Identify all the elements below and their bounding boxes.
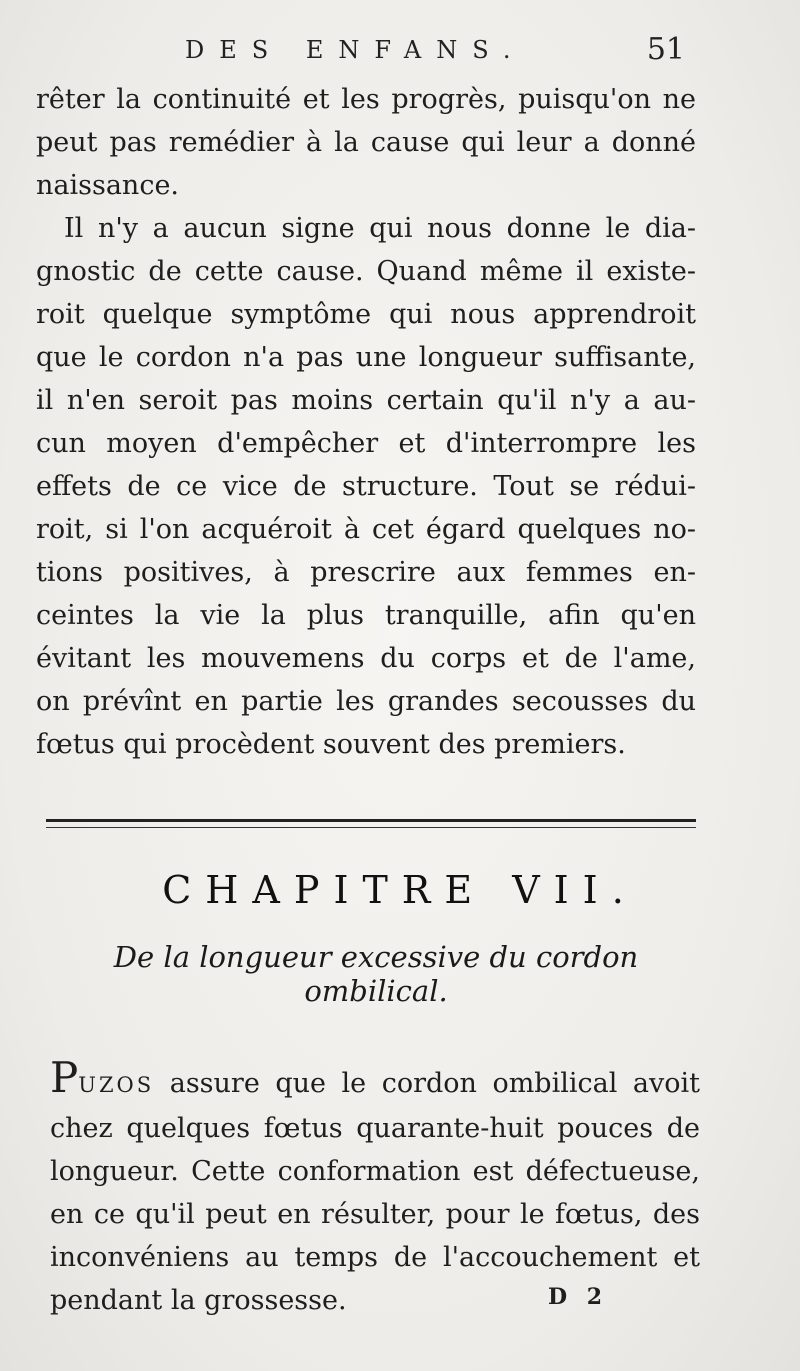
chapter-subtitle: De la longueur excessive du cordon ombilical. <box>113 940 639 1008</box>
text-line: inconvéniens au temps de l'accouchement et <box>50 1242 700 1273</box>
text-line: peut pas remédier à la cause qui leur a donné <box>36 127 696 158</box>
text-line: tions positives, à prescrire aux femmes en- <box>36 557 696 588</box>
text-line: rêter la continuité et les progrès, puisqu'on ne <box>36 84 696 115</box>
author-name-smallcaps: UZOS <box>78 1073 155 1097</box>
signature-mark: D 2 <box>548 1284 609 1310</box>
paragraph-continuation <box>36 78 696 207</box>
body-text-top <box>36 78 696 766</box>
text-line: roit quelque symptôme qui nous apprendroit <box>36 299 696 330</box>
running-head-title: DES ENFANS. <box>185 36 526 64</box>
page-number: 51 <box>646 32 685 67</box>
text-line <box>50 1053 700 1107</box>
text-line: évitant les mouvemens du corps et de l'ame, <box>36 643 696 674</box>
text-line: pendant la grossesse. <box>50 1285 347 1316</box>
text-line: roit, si l'on acquéroit à cet égard quelques no- <box>36 514 696 545</box>
text-line: fœtus qui procèdent souvent des premiers. <box>36 729 626 760</box>
first-line-text: assure que le cordon ombilical avoit <box>169 1068 700 1099</box>
section-rule-thin <box>46 827 696 828</box>
text-line: que le cordon n'a pas une longueur suffisante, <box>36 342 696 373</box>
initial-letter: P <box>50 1053 79 1102</box>
paragraph-diagnostic <box>36 207 696 766</box>
text-line: gnostic de cette cause. Quand même il existe- <box>36 256 696 287</box>
text-line: il n'en seroit pas moins certain qu'il n'y a au- <box>36 385 696 416</box>
text-line: chez quelques fœtus quarante-huit pouces de <box>50 1113 700 1144</box>
text-line: Il n'y a aucun signe qui nous donne le dia- <box>64 213 696 244</box>
text-line: cun moyen d'empêcher et d'interrompre les <box>36 428 696 459</box>
text-line: longueur. Cette conformation est défectueuse, <box>50 1156 700 1187</box>
text-line: en ce qu'il peut en résulter, pour le fœtus, des <box>50 1199 700 1230</box>
section-rule-thick <box>46 819 696 822</box>
running-head <box>185 30 685 74</box>
text-line: effets de ce vice de structure. Tout se rédui- <box>36 471 696 502</box>
paragraph-puzos <box>50 1053 700 1322</box>
text-line: on prévînt en partie les grandes secousses du <box>36 686 696 717</box>
text-line: ceintes la vie la plus tranquille, afin qu'en <box>36 600 696 631</box>
text-line: naissance. <box>36 170 180 201</box>
chapter-heading: CHAPITRE VII. <box>162 868 638 912</box>
